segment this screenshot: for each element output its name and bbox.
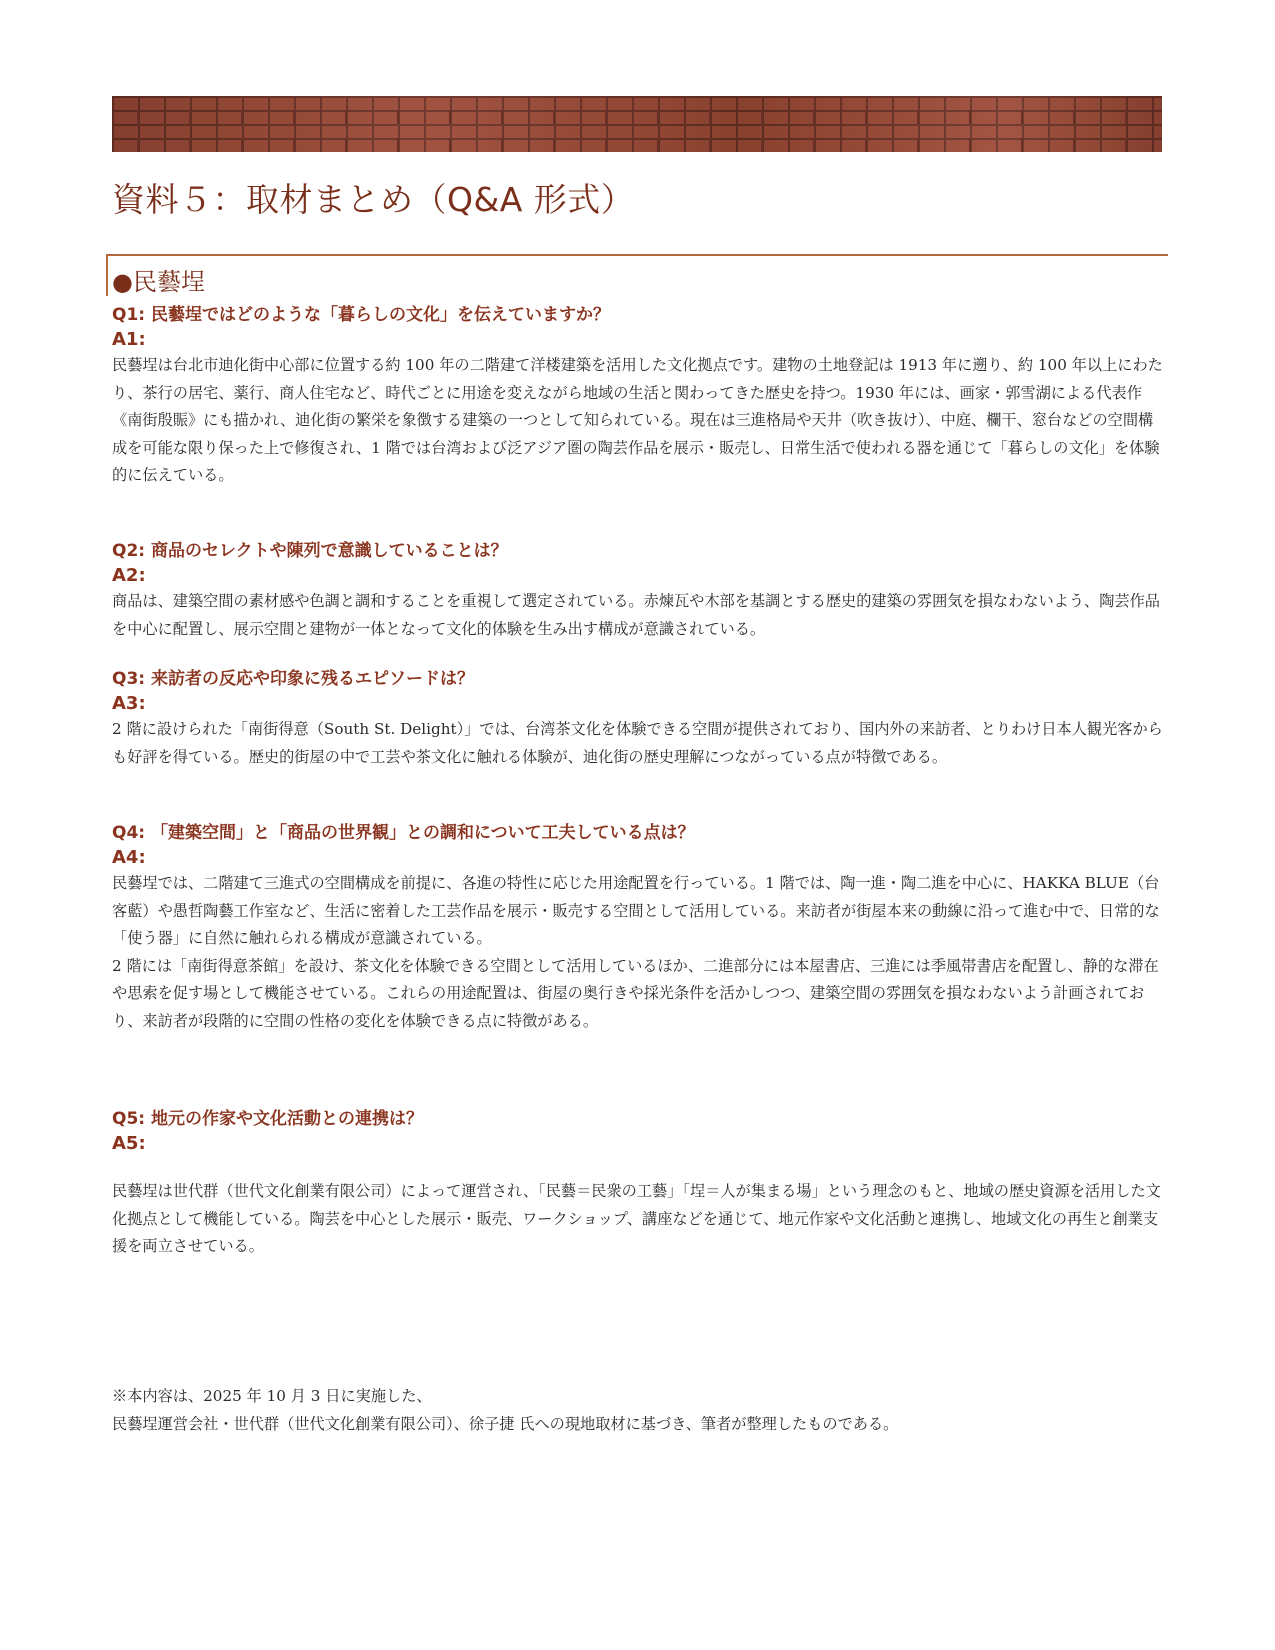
section-divider-left: [106, 254, 108, 296]
qa-item-2: [112, 538, 1167, 643]
answer-3-paragraph: 2 階に設けられた「南街得意（South St. Delight）」では、台湾茶文化を体験できる空間が提供されており、国内外の来訪者、とりわけ日本人観光客からも好評を得ている。歴史的街屋の中で工芸や茶文化に触れる体験が、迪化街の歴史理解につながっている点が特徴である。: [112, 720, 1163, 766]
answer-4-paragraph-2: 2 階には「南街得意茶館」を設け、茶文化を体験できる空間として活用しているほか、二進部分には本屋書店、三進には季風帯書店を配置し、静的な滞在や思索を促す場として機能させている。これらの用途配置は、街屋の奥行きや採光条件を活かしつつ、建築空間の雰囲気を損なわないよう計画されており、来訪者が段階的に空間の性格の変化を体験できる点に特徴がある。: [112, 956, 1159, 1030]
answer-4: [112, 870, 1167, 1035]
footnote: [112, 1383, 1167, 1438]
question-2: Q2: 商品のセレクトや陳列で意識していることは？: [112, 541, 508, 561]
answer-2-paragraph: 商品は、建築空間の素材感や色調と調和することを重視して選定されている。赤煉瓦や木部を基調とする歴史的建築の雰囲気を損なわないよう、陶芸作品を中心に配置し、展示空間と建物が一体となって文化的体験を生み出す構成が意識されている。: [112, 592, 1160, 638]
answer-5-paragraph: 民藝埕は世代群（世代文化創業有限公司）によって運営され、「民藝＝民衆の工藝」「埕＝人が集まる場」という理念のもと、地域の歴史資源を活用した文化拠点として機能している。陶芸を中心とした展示・販売、ワークショップ、講座などを通じて、地元作家や文化活動と連携し、地域文化の再生と創業支援を両立させている。: [112, 1182, 1161, 1255]
answer-3: [112, 716, 1167, 771]
qa-item-3: [112, 666, 1167, 771]
answer-label-4: A4:: [112, 847, 146, 868]
qa-item-5: [112, 1106, 1167, 1261]
answer-label-2: A2:: [112, 565, 146, 586]
footnote-line-2: 民藝埕運営会社・世代群（世代文化創業有限公司）、徐子捷 氏への現地取材に基づき、筆者が整理したものである。: [112, 1414, 899, 1433]
answer-label-3: A3:: [112, 693, 146, 714]
qa-item-1: [112, 302, 1167, 490]
question-3: Q3: 来訪者の反応や印象に残るエピソードは？: [112, 669, 474, 689]
section-divider: [106, 254, 1168, 256]
answer-1-paragraph: 民藝埕は台北市迪化街中心部に位置する約 100 年の二階建て洋楼建築を活用した文化拠点です。建物の土地登記は 1913 年に遡り、約 100 年以上にわたり、茶行の居宅、薬行、商人住宅など、時代ごとに用途を変えながら地域の生活と関わってきた歴史を持つ。1930 年には、画家・郭雪湖による代表作《南街殷賑》にも描かれ、迪化街の繁栄を象徴する建築の一つとして知られている。現在は三進格局や天井（吹き抜け）、中庭、欄干、窓台などの空間構成を可能な限り保った上で修復され、1 階では台湾および泛アジア圏の陶芸作品を展示・販売し、日常生活で使われる器を通じて「暮らしの文化」を体験的に伝えている。: [112, 356, 1163, 484]
qa-item-4: [112, 820, 1167, 1035]
section-heading: ●民藝埕: [112, 268, 205, 296]
question-4: Q4: 「建築空間」と「商品の世界観」との調和について工夫している点は？: [112, 823, 695, 843]
answer-5: [112, 1178, 1167, 1261]
question-5: Q5: 地元の作家や文化活動との連携は？: [112, 1109, 423, 1129]
answer-2: [112, 588, 1167, 643]
question-1: Q1: 民藝埕ではどのような「暮らしの文化」を伝えていますか？: [112, 305, 610, 325]
page-title: 資料５：取材まとめ（Q&A 形式）: [112, 180, 635, 219]
answer-label-1: A1:: [112, 329, 146, 350]
answer-label-5: A5:: [112, 1133, 146, 1154]
answer-1: [112, 352, 1167, 490]
footnote-line-1: ※本内容は、2025 年 10 月 3 日に実施した、: [112, 1387, 432, 1405]
answer-4-paragraph-1: 民藝埕では、二階建て三進式の空間構成を前提に、各進の特性に応じた用途配置を行っている。1 階では、陶一進・陶二進を中心に、HAKKA BLUE（台客藍）や愚哲陶藝工作室など、生活に密着した工芸作品を展示・販売する空間として活用している。来訪者が街屋本来の動線に沿って進む中で、日常的な「使う器」に自然に触れられる構成が意識されている。: [112, 874, 1160, 947]
brick-banner-image: [112, 96, 1162, 152]
